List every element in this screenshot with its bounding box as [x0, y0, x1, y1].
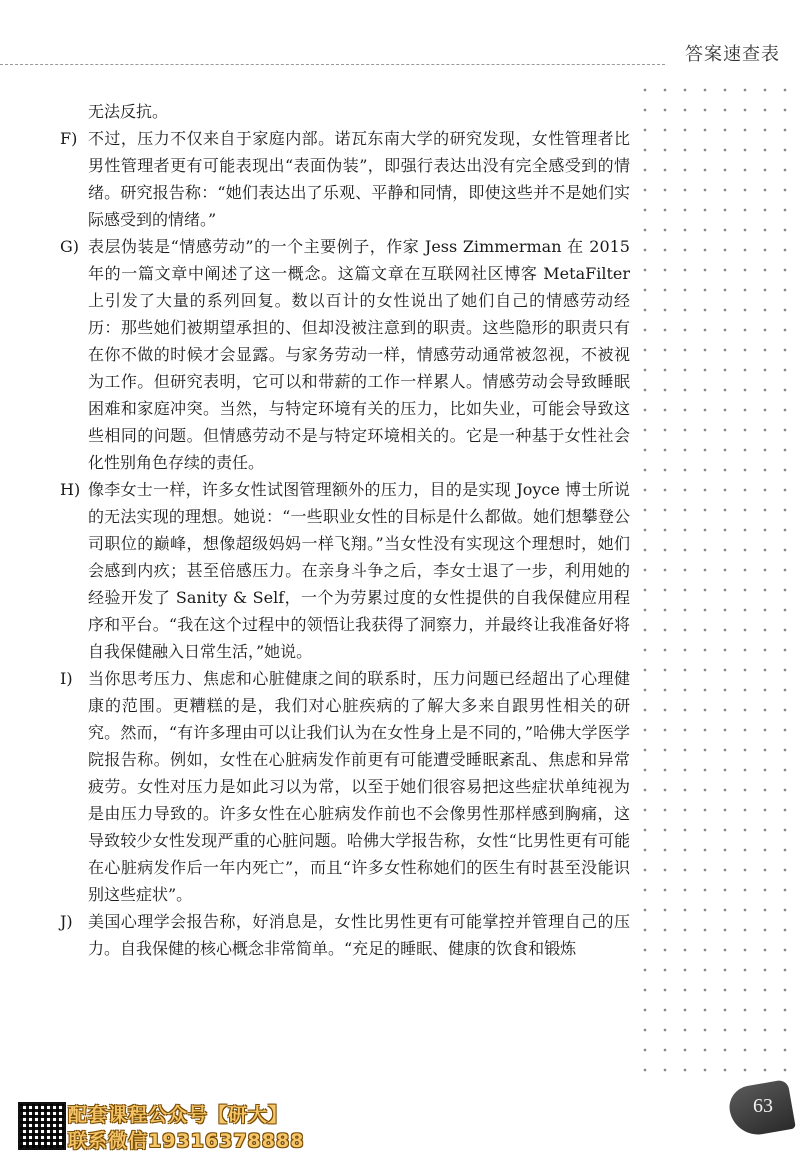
paragraph-h: [60, 476, 630, 665]
paragraph-f: [60, 125, 630, 233]
paragraph-text: 像李女士一样，许多女性试图管理额外的压力，目的是实现 Joyce 博士所说的无法实现的理想。她说：“一些职业女性的目标是什么都做。她们想攀登公司职位的巅峰，想像超级妈妈一样飞翔。”当女性没有实现这个理想时，她们会感到内疚；甚至倍感压力。在亲身斗争之后，李女士退了一步，利用她的经验开发了 Sanity & Self，一个为劳累过度的女性提供的自我保健应用程序和平台。“我在这个过程中的领悟让我获得了洞察力，并最终让我准备好将自我保健融入日常生活，”她说。: [88, 480, 630, 661]
paragraph-text: 当你思考压力、焦虑和心脏健康之间的联系时，压力问题已经超出了心理健康的范围。更糟糕的是，我们对心脏疾病的了解大多来自跟男性相关的研究。然而，“有许多理由可以让我们认为在女性身上是不同的，”哈佛大学医学院报告称。例如，女性在心脏病发作前更有可能遭受睡眠紊乱、焦虑和异常疲劳。女性对压力是如此习以为常，以至于她们很容易把这些症状单纯视为是由压力导致的。许多女性在心脏病发作前也不会像男性那样感到胸痛，这导致较少女性发现严重的心脏问题。哈佛大学报告称，女性“比男性更有可能在心脏病发作后一年内死亡”，而且“许多女性称她们的医生有时甚至没能识别这些症状”。: [88, 669, 630, 904]
paragraph-label: F): [60, 129, 78, 148]
body-text: [60, 98, 630, 962]
paragraph-text: 不过，压力不仅来自于家庭内部。诺瓦东南大学的研究发现，女性管理者比男性管理者更有可能表现出“表面伪装”，即强行表达出没有完全感受到的情绪。研究报告称：“她们表达出了乐观、平静和同情，即使这些并不是她们实际感受到的情绪。”: [88, 129, 630, 229]
paragraph-g: [60, 233, 630, 476]
paragraph-label: J): [60, 912, 73, 931]
promo-watermark-line-2: 联系微信19316378888: [68, 1130, 305, 1152]
carryover-line: 无法反抗。: [88, 102, 169, 121]
paragraph-i: [60, 665, 630, 908]
paragraph-j: [60, 908, 630, 962]
paragraph-text: 表层伪装是“情感劳动”的一个主要例子，作家 Jess Zimmerman 在 2015 年的一篇文章中阐述了这一概念。这篇文章在互联网社区博客 MetaFilter 上引发了大量的系列回复。数以百计的女性说出了她们自己的情感劳动经历：那些她们被期望承担的、但却没被注意到的职责。这些隐形的职责只有在你不做的时候才会显露。与家务劳动一样，情感劳动通常被忽视，不被视为工作。但研究表明，它可以和带薪的工作一样累人。情感劳动会导致睡眠困难和家庭冲突。当然，与特定环境有关的压力，比如失业，可能会导致这些相同的问题。但情感劳动不是与特定环境相关的。它是一种基于女性社会化性别角色存续的责任。: [88, 237, 630, 472]
paragraph-text: 美国心理学会报告称，好消息是，女性比男性更有可能掌控并管理自己的压力。自我保健的核心概念非常简单。“充足的睡眠、健康的饮食和锻炼: [88, 912, 630, 958]
dot-grid-margin: [635, 80, 795, 1080]
header-divider: [0, 64, 665, 65]
qr-code-icon: [18, 1102, 66, 1150]
paragraph-label: H): [60, 480, 81, 499]
paragraph-label: I): [60, 669, 73, 688]
page-number: 63: [753, 1095, 773, 1117]
promo-watermark-line-1: 配套课程公众号【研大】: [68, 1104, 289, 1126]
section-header-title: 答案速查表: [685, 44, 780, 65]
paragraph-label: G): [60, 237, 80, 256]
